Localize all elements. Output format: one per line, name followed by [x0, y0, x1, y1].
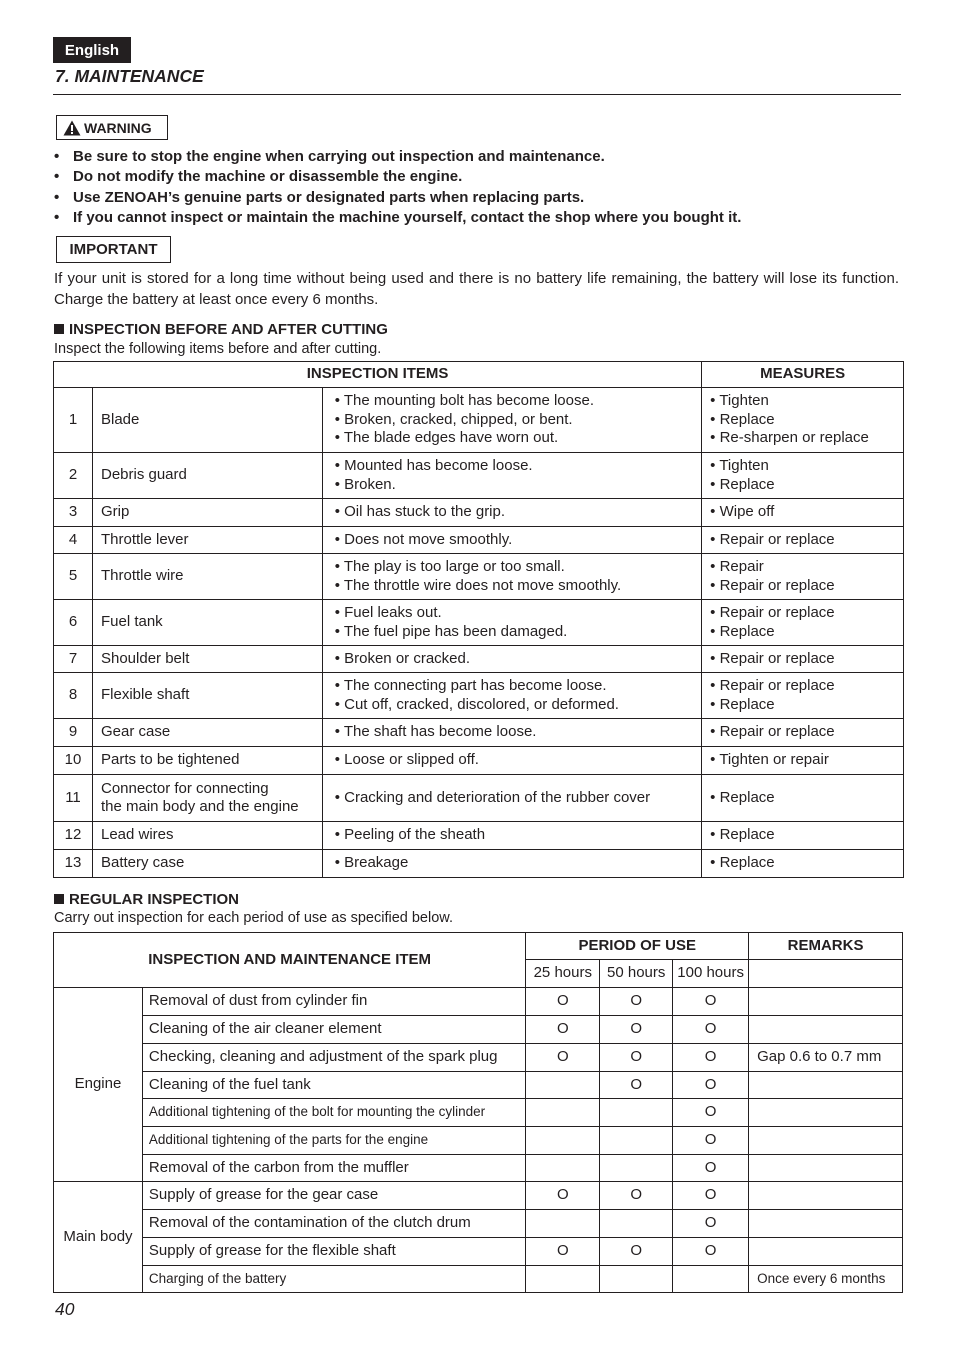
measure-line: • Replace — [710, 622, 775, 640]
period-50-header: 50 hours — [600, 960, 673, 988]
maintenance-item: Charging of the battery — [142, 1266, 525, 1293]
maintenance-item: Additional tightening of the parts for the engine — [142, 1127, 525, 1155]
item-name — [92, 499, 322, 527]
maintenance-item: Removal of the contamination of the clutch drum — [142, 1210, 525, 1238]
item-name — [92, 600, 322, 646]
inspection-row — [54, 822, 904, 850]
check-line: • The fuel pipe has been damaged. — [334, 622, 568, 640]
measure-line: • Tighten or repair — [710, 751, 829, 769]
item-name-line: Gear case — [100, 723, 171, 741]
warning-item: • Be sure to stop the engine when carrying out inspection and maintenance. — [54, 147, 741, 167]
header-rule — [53, 94, 901, 95]
inspection-checks — [322, 646, 701, 673]
inspection-checks — [322, 527, 701, 554]
period-mark: O — [600, 1182, 673, 1210]
maintenance-row — [54, 1044, 903, 1072]
period-mark: O — [673, 1182, 749, 1210]
measure-line: • Repair or replace — [710, 677, 835, 694]
inspection-row — [54, 850, 904, 878]
period-mark: O — [526, 988, 600, 1016]
measure-line: • Replace — [710, 788, 775, 806]
maintenance-item: Supply of grease for the gear case — [142, 1182, 525, 1210]
period-mark: O — [673, 1072, 749, 1099]
measure-line: • Repair or replace — [710, 649, 835, 667]
item-number: 6 — [54, 600, 93, 646]
maintenance-item: Cleaning of the air cleaner element — [142, 1016, 525, 1044]
period-mark — [526, 1155, 600, 1182]
measure-line: • Repair or replace — [710, 604, 835, 621]
maintenance-item: Removal of dust from cylinder fin — [142, 988, 525, 1016]
inspection-checks — [322, 850, 701, 878]
remark: Once every 6 months — [749, 1266, 903, 1293]
maintenance-item: Cleaning of the fuel tank — [142, 1072, 525, 1099]
warning-item: • Use ZENOAH’s genuine parts or designated parts when replacing parts. — [54, 188, 741, 208]
period-mark — [600, 1210, 673, 1238]
remark — [749, 1099, 903, 1127]
inspection-checks — [322, 747, 701, 775]
remark — [749, 1072, 903, 1099]
period-mark: O — [673, 1099, 749, 1127]
square-bullet-icon — [54, 894, 64, 904]
item-name-line: Flexible shaft — [100, 686, 190, 704]
measure-line: • Replace — [710, 410, 775, 428]
regular-inspection-table — [53, 932, 903, 1293]
section-title: 7. MAINTENANCE — [55, 66, 204, 86]
period-mark: O — [600, 1016, 673, 1044]
inspection-items-header: INSPECTION ITEMS — [54, 362, 702, 388]
check-line: • Fuel leaks out. — [334, 604, 442, 621]
check-line: • Loose or slipped off. — [334, 751, 479, 769]
measures — [702, 822, 904, 850]
measure-line: • Replace — [710, 854, 775, 872]
maintenance-row — [54, 1210, 903, 1238]
remark — [749, 1016, 903, 1044]
warning-label: WARNING — [84, 119, 152, 136]
measures — [702, 527, 904, 554]
item-name — [92, 527, 322, 554]
period-mark: O — [526, 1182, 600, 1210]
remarks-header: REMARKS — [749, 933, 903, 960]
maintenance-item: Checking, cleaning and adjustment of the spark plug — [142, 1044, 525, 1072]
maintenance-row — [54, 1155, 903, 1182]
regular-intro: Carry out inspection for each period of use as specified below. — [54, 910, 453, 926]
measures — [702, 850, 904, 878]
measure-line: • Repair — [710, 558, 764, 575]
inspection-row — [54, 747, 904, 775]
maintenance-item: Removal of the carbon from the muffler — [142, 1155, 525, 1182]
measure-line: • Re-sharpen or replace — [710, 429, 869, 447]
warning-list — [54, 147, 741, 228]
maintenance-item: Supply of grease for the flexible shaft — [142, 1238, 525, 1266]
measures — [702, 646, 904, 673]
period-mark: O — [673, 1238, 749, 1266]
item-name-line: Debris guard — [100, 466, 187, 484]
check-line: • The mounting bolt has become loose. — [334, 392, 595, 410]
check-line: • Peeling of the sheath — [334, 826, 486, 844]
item-name — [92, 850, 322, 878]
inspection-checks — [322, 719, 701, 747]
item-number: 4 — [54, 527, 93, 554]
item-number: 11 — [54, 775, 93, 822]
check-line: • Cracking and deterioration of the rubber cover — [334, 788, 651, 806]
measure-line: • Repair or replace — [710, 530, 835, 548]
inspection-row — [54, 719, 904, 747]
item-number: 8 — [54, 673, 93, 719]
measures — [702, 388, 904, 453]
warning-label-box — [56, 115, 168, 140]
item-name-line: Blade — [100, 410, 140, 428]
period-25-header: 25 hours — [526, 960, 600, 988]
period-mark: O — [526, 1238, 600, 1266]
item-name — [92, 747, 322, 775]
regular-heading — [54, 891, 239, 908]
item-name — [92, 453, 322, 499]
inspection-row — [54, 388, 904, 453]
check-line: • Mounted has become loose. — [334, 457, 533, 474]
item-name-line: the main body and the engine — [100, 798, 299, 815]
maintenance-row — [54, 1072, 903, 1099]
check-line: • Cut off, cracked, discolored, or deformed. — [334, 695, 619, 713]
measure-line: • Replace — [710, 475, 775, 493]
measures — [702, 775, 904, 822]
important-label: IMPORTANT — [56, 236, 171, 263]
measures — [702, 554, 904, 600]
item-name — [92, 554, 322, 600]
inspection-checks — [322, 388, 701, 453]
period-mark: O — [600, 1238, 673, 1266]
inspection-row — [54, 453, 904, 499]
maintenance-row — [54, 1016, 903, 1044]
check-line: • Breakage — [334, 854, 409, 872]
remark — [749, 1155, 903, 1182]
remark: Gap 0.6 to 0.7 mm — [749, 1044, 903, 1072]
period-mark: O — [673, 988, 749, 1016]
group-name: Main body — [54, 1182, 143, 1293]
item-name — [92, 646, 322, 673]
period-mark — [600, 1127, 673, 1155]
maintenance-row — [54, 1266, 903, 1293]
inspection-checks — [322, 600, 701, 646]
inspection-checks — [322, 822, 701, 850]
inspection-heading — [54, 321, 388, 338]
item-number: 7 — [54, 646, 93, 673]
maintenance-row — [54, 1099, 903, 1127]
measure-line: • Repair or replace — [710, 723, 835, 741]
check-line: • The connecting part has become loose. — [334, 677, 607, 694]
warning-triangle-icon — [63, 120, 81, 136]
period-mark: O — [673, 1210, 749, 1238]
measure-line: • Repair or replace — [710, 576, 835, 594]
measure-line: • Wipe off — [710, 503, 775, 521]
measures — [702, 600, 904, 646]
item-name-line: Grip — [100, 503, 130, 521]
item-number: 1 — [54, 388, 93, 453]
maintenance-row — [54, 1127, 903, 1155]
square-bullet-icon — [54, 324, 64, 334]
inspection-row — [54, 775, 904, 822]
measures — [702, 719, 904, 747]
remark — [749, 1182, 903, 1210]
inspection-row — [54, 673, 904, 719]
item-name-line: Battery case — [100, 854, 185, 872]
remarks-subheader — [749, 960, 903, 988]
check-line: • The shaft has become loose. — [334, 723, 537, 741]
period-mark — [526, 1099, 600, 1127]
inspection-checks — [322, 673, 701, 719]
period-mark: O — [600, 988, 673, 1016]
item-name-line: Parts to be tightened — [100, 751, 240, 769]
item-name-line: Throttle wire — [100, 567, 184, 585]
check-line: • Broken or cracked. — [334, 649, 471, 667]
maintenance-item: Additional tightening of the bolt for mounting the cylinder — [142, 1099, 525, 1127]
period-mark — [673, 1266, 749, 1293]
period-100-header: 100 hours — [673, 960, 749, 988]
inspection-table — [53, 361, 904, 878]
period-mark: O — [673, 1016, 749, 1044]
period-mark — [526, 1266, 600, 1293]
item-number: 9 — [54, 719, 93, 747]
period-mark — [526, 1210, 600, 1238]
check-line: • The throttle wire does not move smoothly. — [334, 576, 622, 594]
period-mark — [600, 1155, 673, 1182]
measures-header: MEASURES — [702, 362, 904, 388]
remark — [749, 1127, 903, 1155]
period-mark: O — [673, 1155, 749, 1182]
maintenance-row — [54, 1182, 903, 1210]
item-name-line: Shoulder belt — [100, 649, 190, 667]
period-mark: O — [673, 1127, 749, 1155]
item-number: 5 — [54, 554, 93, 600]
important-text: If your unit is stored for a long time without being used and there is no battery life remaining, the battery will lose its function. Charge the battery at least once every 6 months. — [54, 270, 899, 308]
check-line: • Oil has stuck to the grip. — [334, 503, 506, 521]
item-name-line: Connector for connecting — [100, 779, 269, 797]
check-line: • Broken, cracked, chipped, or bent. — [334, 410, 573, 428]
item-number: 2 — [54, 453, 93, 499]
maintenance-row — [54, 1238, 903, 1266]
item-name — [92, 388, 322, 453]
measure-line: • Replace — [710, 695, 775, 713]
item-number: 13 — [54, 850, 93, 878]
language-tab: English — [53, 37, 131, 63]
warning-item: • Do not modify the machine or disassemble the engine. — [54, 167, 741, 187]
item-name-line: Lead wires — [100, 826, 174, 844]
period-mark — [600, 1099, 673, 1127]
item-number: 12 — [54, 822, 93, 850]
measure-line: • Tighten — [710, 392, 769, 410]
inspection-intro: Inspect the following items before and after cutting. — [54, 341, 382, 357]
measures — [702, 673, 904, 719]
maintenance-row — [54, 988, 903, 1016]
inspection-checks — [322, 453, 701, 499]
item-name — [92, 775, 322, 822]
period-mark: O — [526, 1016, 600, 1044]
measures — [702, 747, 904, 775]
measure-line: • Replace — [710, 826, 775, 844]
item-number: 10 — [54, 747, 93, 775]
maintenance-item-header: INSPECTION AND MAINTENANCE ITEM — [54, 933, 526, 988]
inspection-checks — [322, 499, 701, 527]
check-line: • The play is too large or too small. — [334, 558, 565, 575]
remark — [749, 988, 903, 1016]
period-mark: O — [600, 1044, 673, 1072]
period-mark — [600, 1266, 673, 1293]
inspection-row — [54, 527, 904, 554]
check-line: • Broken. — [334, 475, 396, 493]
check-line: • The blade edges have worn out. — [334, 429, 559, 447]
regular-heading-text: REGULAR INSPECTION — [69, 891, 240, 908]
inspection-checks — [322, 775, 701, 822]
item-number: 3 — [54, 499, 93, 527]
measures — [702, 453, 904, 499]
check-line: • Does not move smoothly. — [334, 530, 513, 548]
item-name-line: Fuel tank — [100, 613, 163, 631]
period-mark: O — [673, 1044, 749, 1072]
inspection-row — [54, 499, 904, 527]
item-name — [92, 822, 322, 850]
item-name-line: Throttle lever — [100, 530, 189, 548]
remark — [749, 1210, 903, 1238]
item-name — [92, 719, 322, 747]
page-number: 40 — [55, 1299, 75, 1319]
item-name — [92, 673, 322, 719]
inspection-row — [54, 554, 904, 600]
period-mark: O — [526, 1044, 600, 1072]
inspection-heading-text: INSPECTION BEFORE AND AFTER CUTTING — [69, 321, 388, 338]
remark — [749, 1238, 903, 1266]
group-name: Engine — [54, 988, 143, 1182]
measures — [702, 499, 904, 527]
measure-line: • Tighten — [710, 457, 769, 474]
period-mark — [526, 1072, 600, 1099]
period-mark — [526, 1127, 600, 1155]
period-of-use-header: PERIOD OF USE — [526, 933, 749, 960]
period-mark: O — [600, 1072, 673, 1099]
inspection-row — [54, 600, 904, 646]
inspection-checks — [322, 554, 701, 600]
inspection-row — [54, 646, 904, 673]
warning-item: • If you cannot inspect or maintain the machine yourself, contact the shop where you bought it. — [54, 208, 741, 228]
